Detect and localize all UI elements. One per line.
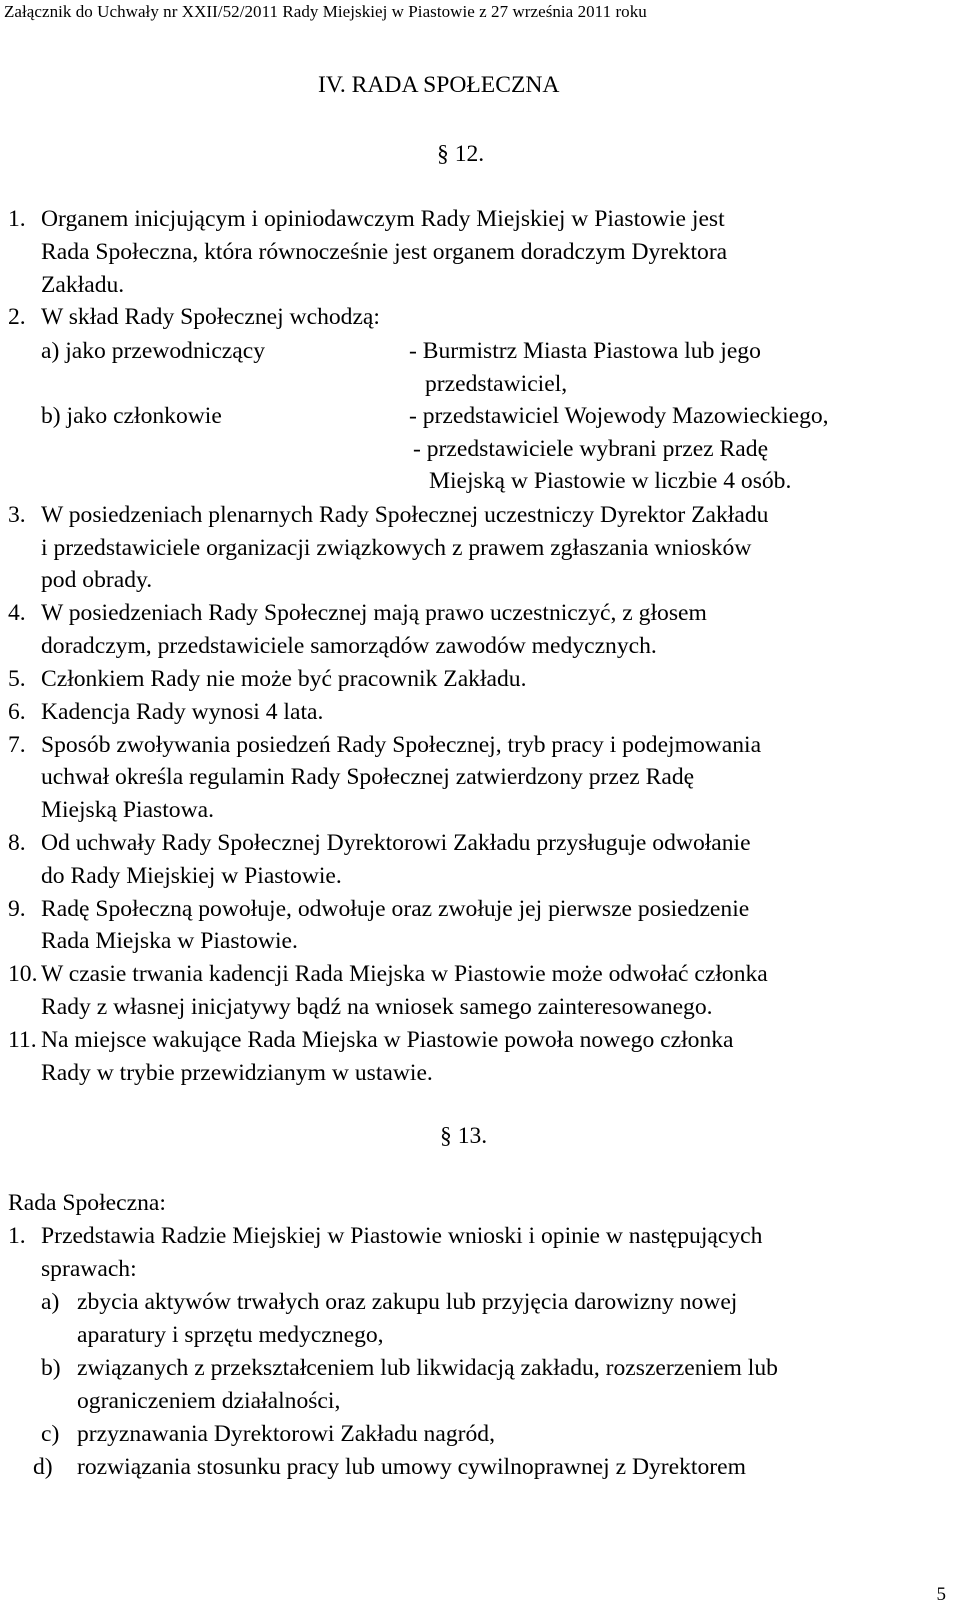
page-header: Załącznik do Uchwały nr XXII/52/2011 Rady Miejskiej w Piastowie z 27 września 2011 roku [4,2,647,21]
item-line: Rada Miejska w Piastowie. [41,928,298,954]
item-line: Radę Społeczną powołuje, odwołuje oraz zwołuje jej pierwsze posiedzenie [41,896,750,922]
section-13-heading: § 13. [440,1123,488,1149]
item-number: 3. [8,502,26,528]
sub-item-label: b) [41,1355,61,1381]
section-13-intro: Rada Społeczna: [8,1190,166,1216]
item-line: doradczym, przedstawiciele samorządów zawodów medycznych. [41,633,657,659]
composition-a-desc: - Burmistrz Miasta Piastowa lub jego [409,338,761,364]
item-line: Miejską Piastowa. [41,797,215,823]
composition-a-desc: przedstawiciel, [425,371,568,397]
item-line: Organem inicjującym i opiniodawczym Rady Miejskiej w Piastowie jest [41,206,725,232]
item-number: 10. [8,961,38,987]
item-line: Rady z własnej inicjatywy bądź na wniosek samego zainteresowanego. [41,994,713,1020]
item-number: 9. [8,896,26,922]
sub-item-label: c) [41,1421,60,1447]
item-line: do Rady Miejskiej w Piastowie. [41,863,342,889]
composition-b-desc: Miejską w Piastowie w liczbie 4 osób. [429,468,792,494]
sub-item-label: a) [41,1289,60,1315]
sub-item-line: rozwiązania stosunku pracy lub umowy cywilnoprawnej z Dyrektorem [77,1454,746,1480]
item-line: uchwał określa regulamin Rady Społecznej zatwierdzony przez Radę [41,764,695,790]
item-line: i przedstawiciele organizacji związkowych z prawem zgłaszania wniosków [41,535,752,561]
item-line: Od uchwały Rady Społecznej Dyrektorowi Zakładu przysługuje odwołanie [41,830,751,856]
item-line: Kadencja Rady wynosi 4 lata. [41,699,324,725]
item-line: pod obrady. [41,567,153,593]
item-line: sprawach: [41,1256,137,1282]
item-number: 1. [8,1223,26,1249]
item-number: 2. [8,304,26,330]
sub-item-line: przyznawania Dyrektorowi Zakładu nagród, [77,1421,495,1447]
item-line: Zakładu. [41,272,125,298]
section-12-heading: § 12. [437,141,485,167]
chapter-title: IV. RADA SPOŁECZNA [318,72,560,98]
item-line: W posiedzeniach Rady Społecznej mają prawo uczestniczyć, z głosem [41,600,707,626]
sub-item-line: aparatury i sprzętu medycznego, [77,1322,384,1348]
item-line: W czasie trwania kadencji Rada Miejska w Piastowie może odwołać członka [41,961,768,987]
page-number: 5 [936,1584,946,1605]
sub-item-line: związanych z przekształceniem lub likwidacją zakładu, rozszerzeniem lub [77,1355,778,1381]
item-number: 5. [8,666,26,692]
sub-item-line: ograniczeniem działalności, [77,1388,341,1414]
item-number: 7. [8,732,26,758]
item-line: Członkiem Rady nie może być pracownik Zakładu. [41,666,527,692]
item-line: Rada Społeczna, która równocześnie jest organem doradczym Dyrektora [41,239,728,265]
composition-b-label: b) jako członkowie [41,403,222,429]
composition-b-desc: - przedstawiciele wybrani przez Radę [413,436,769,462]
composition-b-desc: - przedstawiciel Wojewody Mazowieckiego, [409,403,829,429]
sub-item-label: d) [33,1454,53,1480]
composition-a-label: a) jako przewodniczący [41,338,266,364]
item-number: 4. [8,600,26,626]
item-number: 1. [8,206,26,232]
item-line: Rady w trybie przewidzianym w ustawie. [41,1060,433,1086]
item-line: Przedstawia Radzie Miejskiej w Piastowie wnioski i opinie w następujących [41,1223,763,1249]
item-line: W skład Rady Społecznej wchodzą: [41,304,380,330]
item-line: Na miejsce wakujące Rada Miejska w Piastowie powoła nowego członka [41,1027,734,1053]
item-number: 6. [8,699,26,725]
item-number: 8. [8,830,26,856]
item-number: 11. [8,1027,37,1053]
item-line: W posiedzeniach plenarnych Rady Społecznej uczestniczy Dyrektor Zakładu [41,502,769,528]
sub-item-line: zbycia aktywów trwałych oraz zakupu lub przyjęcia darowizny nowej [77,1289,738,1315]
item-line: Sposób zwoływania posiedzeń Rady Społecznej, tryb pracy i podejmowania [41,732,762,758]
